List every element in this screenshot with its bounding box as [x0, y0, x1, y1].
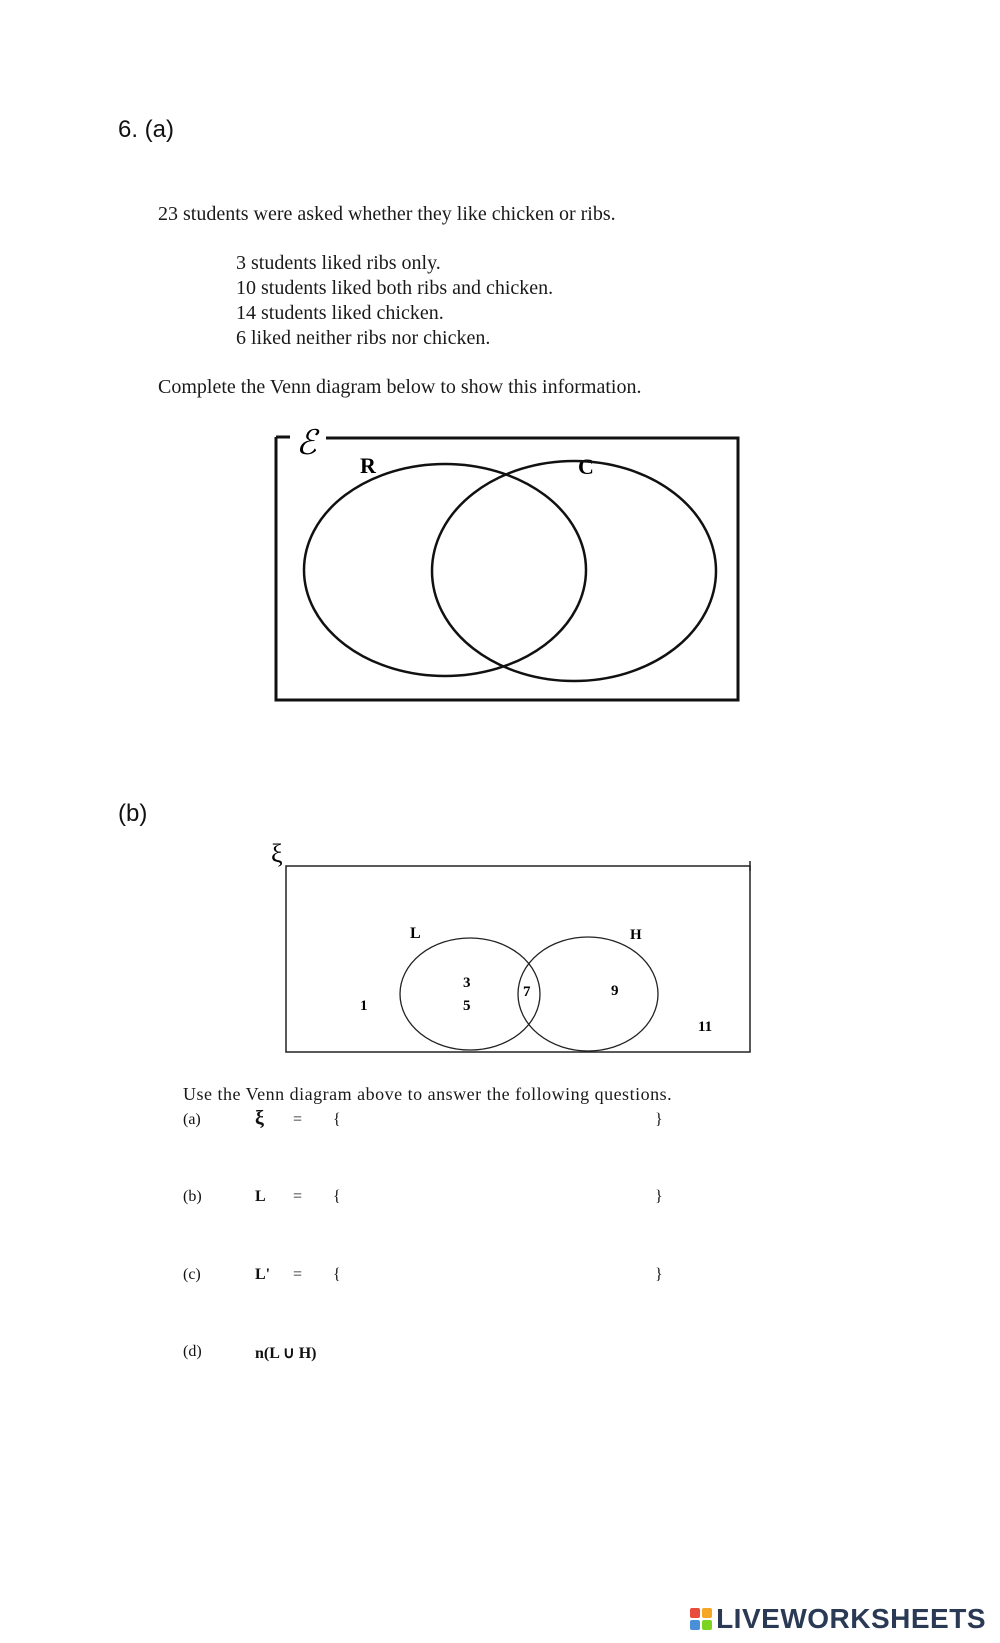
question-row-c	[183, 1266, 703, 1288]
fact-item: 14 students liked chicken.	[236, 302, 444, 324]
liveworksheets-logo	[690, 1603, 986, 1635]
question-set: L'	[255, 1266, 271, 1283]
set-h-label: H	[630, 927, 642, 943]
question-set: n(L ∪ H)	[255, 1345, 317, 1362]
question-label: (d)	[183, 1343, 202, 1360]
question-equals: =	[293, 1188, 303, 1205]
question-label: (a)	[183, 1111, 201, 1128]
set-c-circle	[432, 461, 716, 681]
element-l-only-top: 3	[463, 975, 471, 991]
question-label: (b)	[183, 1188, 202, 1205]
question-set: ξ	[255, 1107, 264, 1129]
part-b-label: (b)	[118, 800, 148, 827]
question-close-brace: }	[655, 1266, 663, 1283]
logo-grid-icon	[690, 1608, 712, 1630]
question-set: L	[255, 1188, 266, 1205]
set-r-label: R	[360, 453, 376, 478]
element-outside-right: 11	[698, 1019, 713, 1035]
set-h-circle	[518, 937, 658, 1051]
logo-square	[702, 1620, 712, 1630]
question-close-brace: }	[655, 1111, 663, 1128]
question-equals: =	[293, 1111, 303, 1128]
set-c-label: C	[578, 454, 594, 479]
part-a-instruction: Complete the Venn diagram below to show this information.	[158, 376, 642, 398]
set-l-label: L	[410, 925, 421, 942]
universal-set-box-b	[286, 866, 750, 1052]
question-open-brace: {	[333, 1266, 341, 1283]
question-open-brace: {	[333, 1111, 341, 1128]
logo-square	[702, 1608, 712, 1618]
set-r-circle	[304, 464, 586, 676]
part-b-instruction: Use the Venn diagram above to answer the following questions.	[183, 1084, 673, 1104]
question-open-brace: {	[333, 1188, 341, 1205]
question-row-a	[183, 1107, 703, 1133]
fact-item: 6 liked neither ribs nor chicken.	[236, 327, 491, 349]
question-equals: =	[293, 1266, 303, 1283]
question-row-d	[183, 1343, 703, 1365]
element-outside-left: 1	[360, 998, 368, 1014]
element-intersection: 7	[523, 984, 531, 1000]
fact-item: 10 students liked both ribs and chicken.	[236, 277, 554, 299]
element-l-only-bottom: 5	[463, 998, 471, 1014]
universal-set-box-a	[276, 437, 738, 700]
question-row-b	[183, 1188, 703, 1210]
fact-item: 3 students liked ribs only.	[236, 252, 441, 274]
element-h-only: 9	[611, 983, 619, 999]
question-label: (c)	[183, 1266, 201, 1283]
universal-set-symbol-b: ξ	[271, 839, 283, 868]
logo-square	[690, 1620, 700, 1630]
brand-name: LIVEWORKSHEETS	[716, 1603, 986, 1634]
universal-set-symbol-a: ℰ	[296, 425, 317, 462]
question-number: 6. (a)	[118, 116, 175, 143]
part-a-intro: 23 students were asked whether they like chicken or ribs.	[158, 203, 616, 225]
logo-square	[690, 1608, 700, 1618]
question-close-brace: }	[655, 1188, 663, 1205]
set-l-circle	[400, 938, 540, 1050]
